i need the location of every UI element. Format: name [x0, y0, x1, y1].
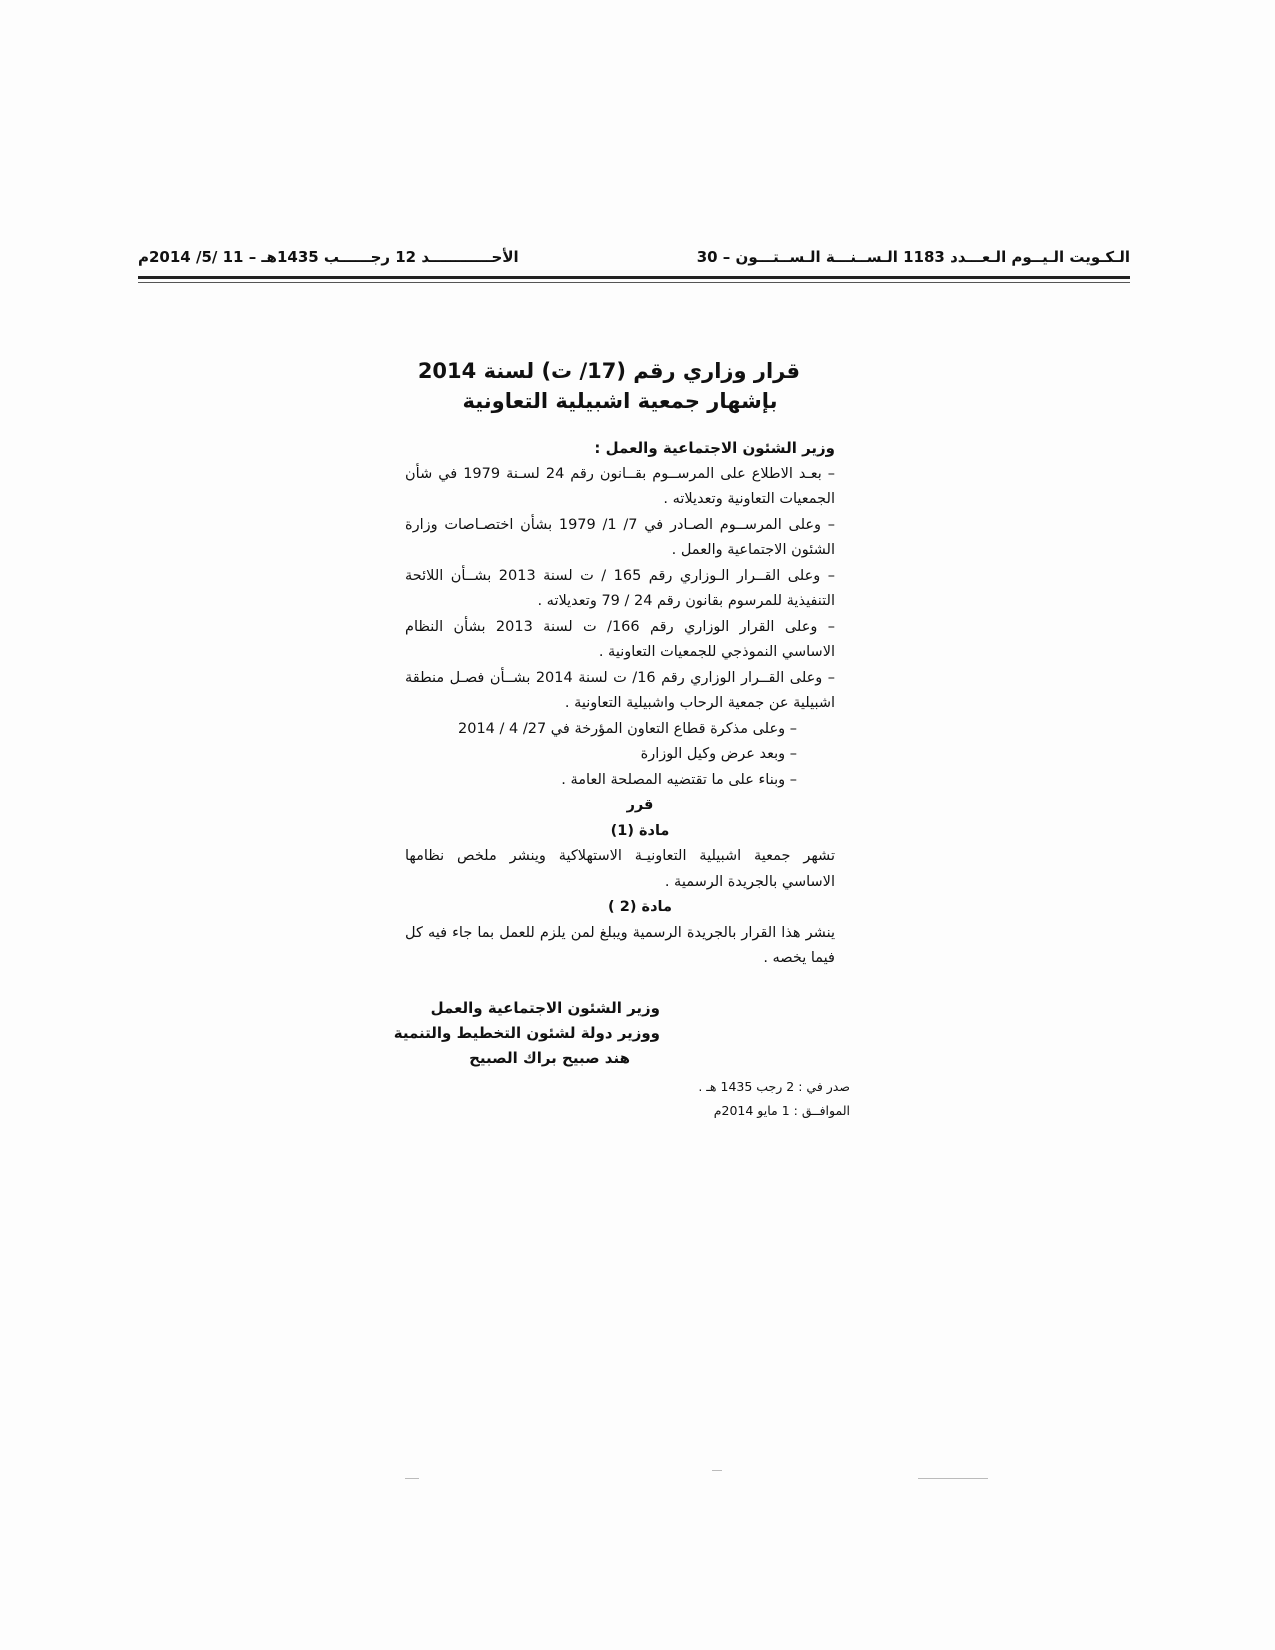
decree-title-number: قرار وزاري رقم (17/ ت) لسنة 2014: [417, 359, 800, 383]
signature-title-2: ووزير دولة لشئون التخطيط والتنمية: [393, 1024, 660, 1042]
decree-title: [417, 356, 800, 416]
signature-title-1: وزير الشئون الاجتماعية والعمل: [430, 999, 660, 1017]
clause: – وعلى القــرار الـوزاري رقم 165 / ت لسنة 2013 بشــأن اللائحة التنفيذية للمرسوم بقانون رقم 24 / 79 وتعديلاته .: [405, 567, 835, 609]
issued-date: صدر في : 2 رجب 1435 هـ .: [698, 1079, 850, 1094]
header-date: الأحــــــــــــد 12 رجــــــب 1435هـ – 11 /5/ 2014م: [138, 248, 519, 266]
clause: – بعـد الاطلاع على المرســوم بقــانون رقم 24 لسـنة 1979 في شأن الجمعيات التعاونية وتعديلاته .: [405, 465, 835, 507]
clause: – وعلى القــرار الوزاري رقم 16/ ت لسنة 2014 بشــأن فصـل منطقة اشبيلية عن جمعية الرحاب واشبيلية التعاونية .: [405, 669, 835, 711]
header-issue-info: الـكـويت الـيــوم الـعـــدد 1183 الـســنـــة الـســتـــون – 30: [696, 248, 1130, 266]
article-2-title: مادة (2 ): [608, 899, 672, 915]
article-1-text: تشهر جمعية اشبيلية التعاونيـة الاستهلاكية وينشر ملخص نظامها الاساسي بالجريدة الرسمية .: [405, 848, 835, 890]
signatory-name: هند صبيح براك الصبيح: [469, 1049, 630, 1067]
header-divider: [138, 276, 1130, 279]
decided-heading: قرر: [626, 797, 654, 813]
article-1-title: مادة (1): [610, 822, 670, 839]
clause-short: – وبناء على ما تقتضيه المصلحة العامة .: [561, 771, 797, 788]
issuing-minister: وزير الشئون الاجتماعية والعمل :: [594, 439, 835, 457]
clause-short: – وبعد عرض وكيل الوزارة: [640, 746, 797, 762]
clause-short: – وعلى مذكرة قطاع التعاون المؤرخة في 27/ 4 / 2014: [458, 720, 797, 737]
scan-speck: [712, 1470, 722, 1471]
decree-title-subject: بإشهار جمعية اشبيلية التعاونية: [462, 389, 778, 413]
decree-body: [405, 436, 835, 972]
scan-speck: [405, 1478, 419, 1479]
signature-block: [393, 996, 660, 1071]
header-divider-thin: [138, 282, 1130, 283]
article-2-text: ينشر هذا القرار بالجريدة الرسمية ويبلغ لمن يلزم للعمل بما جاء فيه كل فيما يخصه .: [405, 924, 835, 966]
clause: – وعلى المرســوم الصـادر في 7/ 1/ 1979 بشأن اختصـاصات وزارة الشئون الاجتماعية والعمل .: [405, 516, 835, 558]
scan-speck: [918, 1478, 988, 1479]
clause: – وعلى القرار الوزاري رقم 166/ ت لسنة 2013 بشأن النظام الاساسي النموذجي للجمعيات التعاونية .: [405, 618, 835, 660]
corresponding-date: الموافــق : 1 مايو 2014م: [713, 1103, 850, 1118]
issue-dates: [650, 1075, 850, 1123]
gazette-header: [138, 244, 1130, 274]
